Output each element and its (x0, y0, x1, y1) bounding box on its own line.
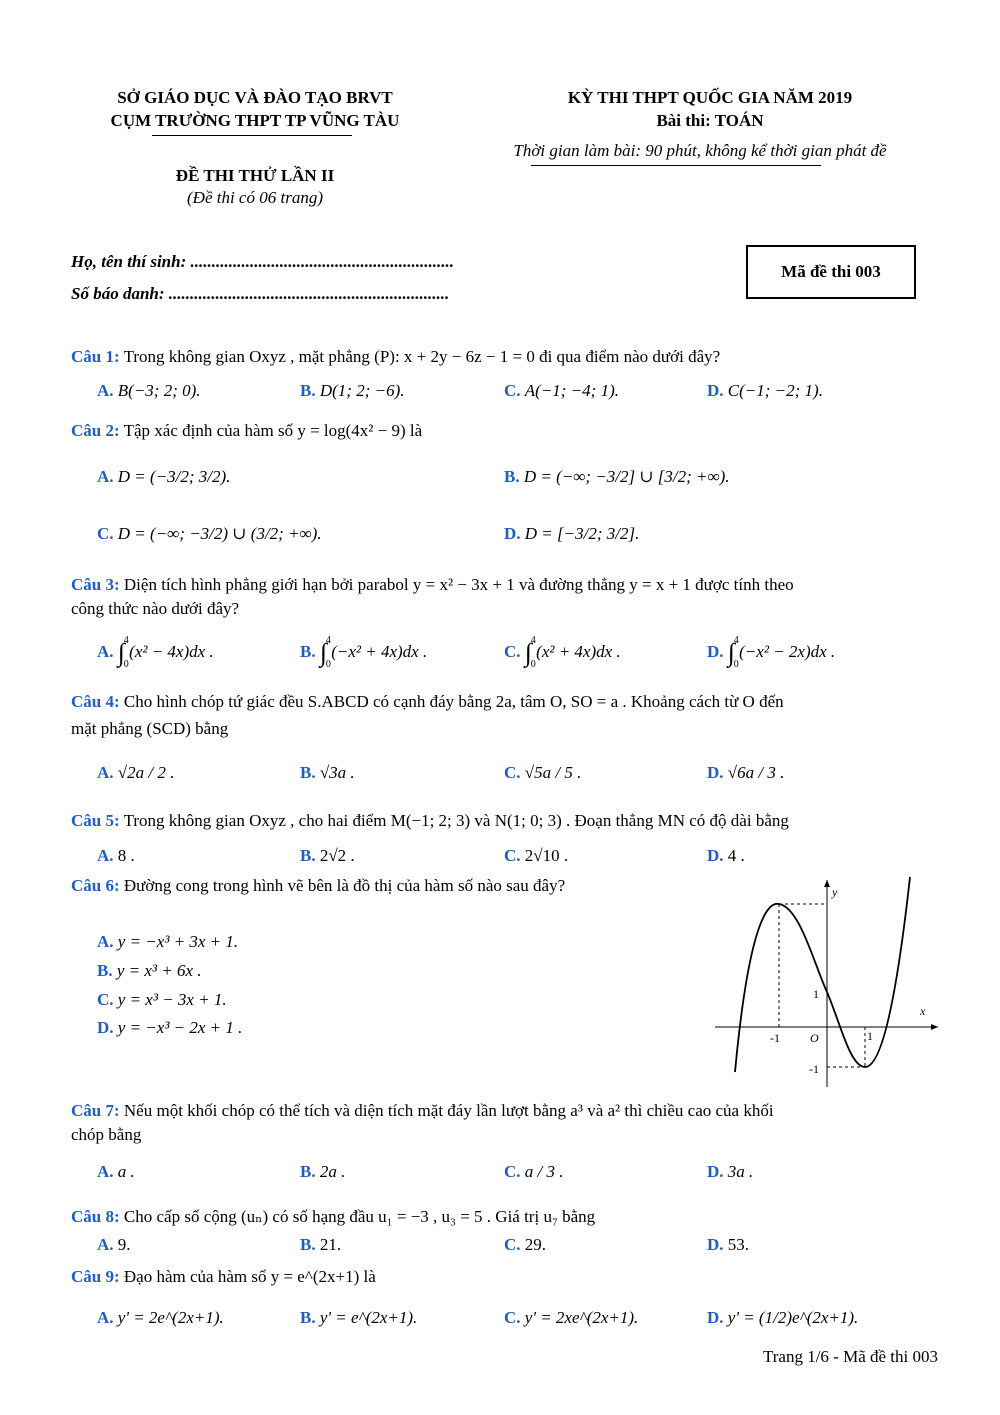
exam-duration: Thời gian làm bài: 90 phút, không kể thời gian phát đề (513, 141, 887, 160)
q1-option-b-text: D(1; 2; −6). (319, 381, 405, 400)
department-name: SỞ GIÁO DỤC VÀ ĐÀO TẠO BRVT (117, 88, 393, 107)
q1-option-b-label: B. (300, 381, 316, 400)
question-7-text: Nếu một khối chóp có thể tích và diện tích mặt đáy lần lượt bằng a³ và a² thì chiều cao của khối (123, 1101, 774, 1120)
exam-code-box (746, 245, 916, 299)
q2-option-c-text: D = (−∞; −3/2) ∪ (3/2; +∞). (117, 524, 322, 543)
q2-option-a-label: A. (97, 467, 114, 486)
q4-option-d-text: √6a / 3 . (727, 763, 785, 782)
q4-option-c[interactable] (504, 763, 581, 783)
question-5 (71, 811, 941, 831)
candidate-id-field[interactable]: Số báo danh: .................................................................. (71, 284, 450, 303)
question-6 (71, 876, 565, 896)
q4-option-b[interactable] (300, 763, 355, 783)
q3-option-c-text: (x² + 4x)dx . (536, 641, 621, 661)
q6-option-c[interactable] (97, 990, 227, 1010)
question-1 (71, 347, 720, 367)
q3-option-d-label: D. (707, 641, 724, 661)
q7-option-a-label: A. (97, 1162, 114, 1181)
q1-option-c-label: C. (504, 381, 521, 400)
q7-option-c-text: a / 3 . (524, 1162, 564, 1181)
q5-option-a[interactable] (97, 846, 135, 866)
exam-subject: Bài thi: TOÁN (656, 111, 764, 130)
q4-option-b-text: √3a . (319, 763, 355, 782)
origin-label: O (810, 1031, 819, 1045)
q5-option-b-label: B. (300, 846, 316, 865)
q5-option-a-text: 8 . (117, 846, 135, 865)
q7-option-b-text: 2a . (319, 1162, 346, 1181)
tick-x-pos1: 1 (867, 1029, 873, 1043)
q2-option-d-label: D. (504, 524, 521, 543)
q1-option-b[interactable] (300, 381, 405, 401)
q2-option-a[interactable] (97, 467, 230, 487)
q5-option-d-label: D. (707, 846, 724, 865)
question-8-label: Câu 8: (71, 1207, 120, 1226)
q9-option-a-text: y' = 2e^(2x+1). (117, 1308, 224, 1327)
curve-line (735, 877, 910, 1072)
header-left-underline (152, 135, 352, 136)
q1-option-d-label: D. (707, 381, 724, 400)
tick-y-neg1: -1 (809, 1062, 819, 1076)
q3-option-b[interactable] (300, 635, 428, 670)
q5-option-c-text: 2√10 . (524, 846, 569, 865)
q8-option-b-label: B. (300, 1235, 316, 1254)
question-4 (71, 692, 941, 712)
q1-option-d[interactable] (707, 381, 823, 401)
cubic-graph (710, 872, 950, 1092)
question-7-text-cont: chóp bằng (71, 1125, 142, 1144)
q5-option-b-text: 2√2 . (319, 846, 355, 865)
integral-sign-icon: ∫ 4 0 (727, 635, 739, 670)
q8-option-d[interactable] (707, 1235, 749, 1255)
question-2 (71, 421, 422, 441)
question-3-text: Diện tích hình phẳng giới hạn bởi parabol y = x² − 3x + 1 và đường thẳng y = x + 1 được tính theo (123, 575, 794, 594)
q3-option-d[interactable] (707, 635, 836, 670)
q4-option-a-text: √2a / 2 . (117, 763, 175, 782)
q8-option-a-text: 9. (117, 1235, 131, 1254)
tick-x-neg1: -1 (770, 1031, 780, 1045)
q6-option-a-text: y = −x³ + 3x + 1. (117, 932, 239, 951)
school-cluster-name: CỤM TRƯỜNG THPT TP VŨNG TÀU (110, 111, 400, 130)
y-axis-arrow-icon (824, 880, 830, 887)
q9-option-a[interactable] (97, 1308, 224, 1328)
q6-option-b-text: y = x³ + 6x . (116, 961, 202, 980)
question-1-label: Câu 1: (71, 347, 120, 366)
q7-option-c[interactable] (504, 1162, 564, 1182)
q3-option-a-text: (x² − 4x)dx . (129, 641, 214, 661)
q8-option-c-label: C. (504, 1235, 521, 1254)
q1-option-c-text: A(−1; −4; 1). (524, 381, 620, 400)
q3-option-c-label: C. (504, 641, 521, 661)
question-8 (71, 1207, 595, 1227)
question-3 (71, 575, 941, 595)
question-6-text: Đường cong trong hình vẽ bên là đồ thị của hàm số nào sau đây? (123, 876, 566, 895)
question-4-text: Cho hình chóp tứ giác đều S.ABCD có cạnh đáy bằng 2a, tâm O, SO = a . Khoảng cách từ O đến (123, 692, 784, 711)
q2-option-b[interactable] (504, 467, 730, 487)
q1-option-a[interactable] (97, 381, 201, 401)
q6-option-c-label: C. (97, 990, 114, 1009)
q9-option-b-text: y' = e^(2x+1). (319, 1308, 418, 1327)
q8-option-a-label: A. (97, 1235, 114, 1254)
q9-option-a-label: A. (97, 1308, 114, 1327)
q8-option-c[interactable] (504, 1235, 546, 1255)
q2-option-b-label: B. (504, 467, 520, 486)
question-4-label: Câu 4: (71, 692, 120, 711)
q5-option-d[interactable] (707, 846, 745, 866)
tick-y-pos1: 1 (813, 987, 819, 1001)
question-1-text: Trong không gian Oxyz , mặt phẳng (P): x + 2y − 6z − 1 = 0 đi qua điểm nào dưới đây? (123, 347, 721, 366)
q2-option-c[interactable] (97, 524, 322, 544)
q4-option-d[interactable] (707, 763, 784, 783)
q1-option-a-text: B(−3; 2; 0). (117, 381, 201, 400)
integral-sign-icon: ∫ 4 0 (117, 635, 129, 670)
q6-option-d-text: y = −x³ − 2x + 1 . (117, 1018, 243, 1037)
q6-option-b[interactable] (97, 961, 202, 981)
question-8-text: Cho cấp số cộng (uₙ) có số hạng đầu u₁ = −3 , u₃ = 5 . Giá trị u₇ bằng (123, 1207, 596, 1226)
q3-option-b-text: (−x² + 4x)dx . (331, 641, 428, 661)
q6-option-a[interactable] (97, 932, 238, 952)
question-3-text-cont: công thức nào dưới đây? (71, 599, 240, 618)
q2-option-d-text: D = [−3/2; 3/2]. (524, 524, 640, 543)
question-2-label: Câu 2: (71, 421, 120, 440)
y-axis-label: y (832, 885, 838, 899)
q9-option-d-label: D. (707, 1308, 724, 1327)
page-footer: Trang 1/6 - Mã đề thi 003 (762, 1347, 938, 1366)
exam-title: ĐỀ THI THỬ LẦN II (175, 166, 335, 185)
q9-option-c-text: y' = 2xe^(2x+1). (524, 1308, 639, 1327)
integral-sign-icon: ∫ 4 0 (524, 635, 536, 670)
question-7-label: Câu 7: (71, 1101, 120, 1120)
q3-option-c[interactable] (504, 635, 621, 670)
q8-option-d-label: D. (707, 1235, 724, 1254)
q7-option-a-text: a . (117, 1162, 135, 1181)
q9-option-d[interactable] (707, 1308, 858, 1328)
q4-option-a-label: A. (97, 763, 114, 782)
q8-option-c-text: 29. (524, 1235, 547, 1254)
question-9-text: Đạo hàm của hàm số y = e^(2x+1) là (123, 1267, 376, 1286)
q5-option-b[interactable] (300, 846, 355, 866)
exam-pages: (Đề thi có 06 trang) (187, 188, 323, 207)
q7-option-a[interactable] (97, 1162, 135, 1182)
q9-option-d-text: y' = (1/2)e^(2x+1). (727, 1308, 859, 1327)
q8-option-a[interactable] (97, 1235, 131, 1255)
q2-option-a-text: D = (−3/2; 3/2). (117, 467, 231, 486)
q4-option-c-label: C. (504, 763, 521, 782)
q6-option-a-label: A. (97, 932, 114, 951)
q4-option-a[interactable] (97, 763, 174, 783)
q7-option-c-label: C. (504, 1162, 521, 1181)
q7-option-d-label: D. (707, 1162, 724, 1181)
q4-option-b-label: B. (300, 763, 316, 782)
question-5-label: Câu 5: (71, 811, 120, 830)
question-6-label: Câu 6: (71, 876, 120, 895)
x-axis-arrow-icon (931, 1024, 938, 1030)
question-7 (71, 1101, 941, 1121)
question-9-label: Câu 9: (71, 1267, 120, 1286)
q6-option-c-text: y = x³ − 3x + 1. (117, 990, 227, 1009)
q9-option-c[interactable] (504, 1308, 638, 1328)
candidate-name-field[interactable]: Họ, tên thí sinh: .............................................................. (71, 252, 455, 271)
q1-option-c[interactable] (504, 381, 619, 401)
q9-option-b[interactable] (300, 1308, 417, 1328)
q7-option-b[interactable] (300, 1162, 345, 1182)
q9-option-b-label: B. (300, 1308, 316, 1327)
q3-option-b-label: B. (300, 641, 316, 661)
exam-name: KỲ THI THPT QUỐC GIA NĂM 2019 (567, 88, 853, 107)
q6-option-b-label: B. (97, 961, 113, 980)
question-4-text-cont: mặt phẳng (SCD) bằng (71, 719, 229, 738)
question-5-text: Trong không gian Oxyz , cho hai điểm M(−1; 2; 3) và N(1; 0; 3) . Đoạn thẳng MN có độ dài bằng (123, 811, 789, 830)
q3-option-a-label: A. (97, 641, 114, 661)
q1-option-d-text: C(−1; −2; 1). (727, 381, 823, 400)
q7-option-d[interactable] (707, 1162, 753, 1182)
x-axis-label: x (920, 1004, 926, 1018)
q7-option-b-label: B. (300, 1162, 316, 1181)
q2-option-b-text: D = (−∞; −3/2] ∪ [3/2; +∞). (523, 467, 730, 486)
q5-option-d-text: 4 . (727, 846, 745, 865)
q8-option-d-text: 53. (727, 1235, 750, 1254)
q3-option-d-text: (−x² − 2x)dx . (739, 641, 836, 661)
q1-option-a-label: A. (97, 381, 114, 400)
q8-option-b[interactable] (300, 1235, 341, 1255)
exam-code: Mã đề thi 003 (781, 262, 881, 281)
q3-option-a[interactable] (97, 635, 214, 670)
q4-option-c-text: √5a / 5 . (524, 763, 582, 782)
integral-sign-icon: ∫ 4 0 (319, 635, 331, 670)
q4-option-d-label: D. (707, 763, 724, 782)
q9-option-c-label: C. (504, 1308, 521, 1327)
question-9 (71, 1267, 376, 1287)
q5-option-a-label: A. (97, 846, 114, 865)
q2-option-d[interactable] (504, 524, 639, 544)
header-right-underline (531, 165, 821, 166)
question-3-label: Câu 3: (71, 575, 120, 594)
q8-option-b-text: 21. (319, 1235, 342, 1254)
q5-option-c[interactable] (504, 846, 568, 866)
q5-option-c-label: C. (504, 846, 521, 865)
q2-option-c-label: C. (97, 524, 114, 543)
q7-option-d-text: 3a . (727, 1162, 754, 1181)
q6-option-d[interactable] (97, 1018, 242, 1038)
question-2-text: Tập xác định của hàm số y = log(4x² − 9) là (123, 421, 423, 440)
q6-option-d-label: D. (97, 1018, 114, 1037)
